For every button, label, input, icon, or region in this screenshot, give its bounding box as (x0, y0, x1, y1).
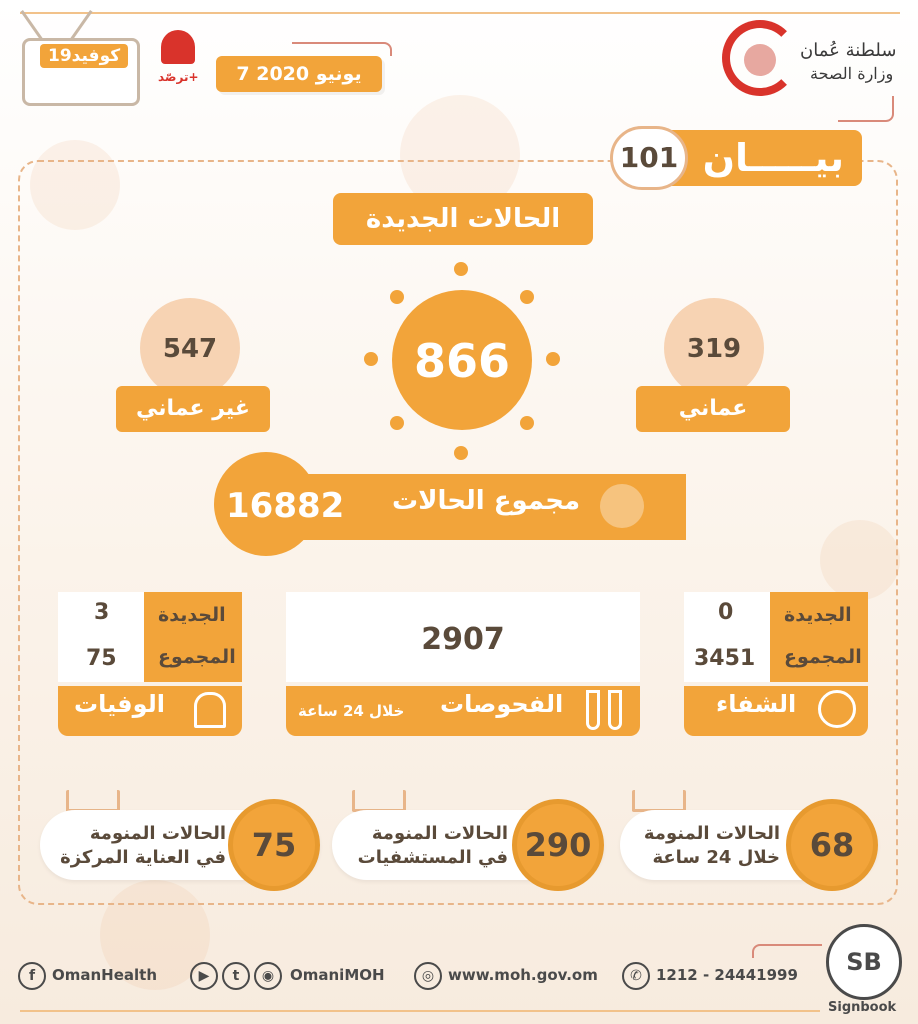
test-tube-icon (586, 690, 600, 730)
recovery-title: الشفاء (716, 690, 797, 718)
virus-spike (454, 446, 468, 460)
deaths-total-label: المجموع (158, 646, 236, 668)
bed-icon (352, 790, 406, 812)
web-icon: ◎ (414, 962, 442, 990)
footer-divider (20, 1010, 820, 1012)
non-omani-cases-value: 547 (162, 334, 218, 364)
phone-icon: ✆ (622, 962, 650, 990)
recovery-new-value: 0 (718, 600, 734, 625)
twitter-icon[interactable]: t (222, 962, 250, 990)
hospitalized-hospitals-line2: في المستشفيات (357, 847, 508, 868)
hospitalized-24h-line2: خلال 24 ساعة (652, 847, 780, 868)
date-badge: 7 يونيو 2020 (216, 56, 382, 92)
hospitalized-hospitals-value: 290 (512, 799, 604, 891)
facebook-icon[interactable]: f (18, 962, 46, 990)
hospitalized-hospitals-line1: الحالات المنومة (371, 823, 508, 844)
social-handle[interactable]: OmaniMOH (290, 966, 385, 984)
bell-icon (158, 30, 198, 100)
icu-bed-icon (66, 790, 120, 812)
decorative-hook (838, 96, 894, 122)
decorative-hook (292, 42, 392, 56)
deaths-new-value: 3 (94, 600, 110, 625)
bed-icon (632, 790, 686, 812)
hospitalized-icu-value: 75 (228, 799, 320, 891)
virus-spike (364, 352, 378, 366)
virus-spike (390, 290, 404, 304)
virus-spike (520, 290, 534, 304)
website-link[interactable]: www.moh.gov.om (448, 966, 598, 984)
virus-spike (546, 352, 560, 366)
deaths-total-value: 75 (86, 646, 117, 671)
patient-virus-icon (600, 484, 644, 528)
new-cases-total: 866 (413, 334, 511, 388)
test-tube-icon (608, 690, 622, 730)
virus-spike (454, 262, 468, 276)
youtube-icon[interactable]: ▶ (190, 962, 218, 990)
new-cases-title: الحالات الجديدة (333, 193, 593, 245)
hospitalized-24h-value: 68 (786, 799, 878, 891)
recovery-new-label: الجديدة (784, 604, 852, 626)
hospitalized-icu-line1: الحالات المنومة (89, 823, 226, 844)
signbook-logo: SB (826, 924, 902, 1000)
omani-label: عماني (636, 386, 790, 432)
phone-number[interactable]: 1212 - 24441999 (656, 966, 798, 984)
virus-spike (520, 416, 534, 430)
tests-value: 2907 (421, 622, 505, 657)
gravestone-icon (194, 692, 226, 728)
hospitalized-icu-line2: في العناية المركزة (60, 847, 226, 868)
deaths-title: الوفيات (74, 690, 165, 718)
instagram-icon[interactable]: ◉ (254, 962, 282, 990)
hospitalized-24h-line1: الحالات المنومة (643, 823, 780, 844)
recovery-total-label: المجموع (784, 646, 862, 668)
facebook-handle[interactable]: OmanHealth (52, 966, 158, 984)
surveillance-label: ترصّد+ (158, 70, 199, 84)
decorative-hook (752, 944, 822, 958)
non-omani-label: غير عماني (116, 386, 270, 432)
signbook-name: Signbook (828, 1000, 897, 1015)
deaths-new-label: الجديدة (158, 604, 226, 626)
oman-emblem-icon (744, 44, 776, 76)
total-cases-value: 16882 (226, 486, 345, 526)
statement-number: 101 (610, 126, 688, 190)
tests-subtitle: خلال 24 ساعة (298, 702, 405, 720)
virus-spike (390, 416, 404, 430)
statement-title: بيـــــان (640, 130, 862, 186)
logo-text-sultanate: سلطنة عُمان (800, 40, 897, 61)
total-cases-label: مجموع الحالات (392, 486, 581, 516)
tests-title: الفحوصات (440, 690, 564, 718)
recovered-person-icon (818, 690, 856, 728)
recovery-total-value: 3451 (694, 646, 756, 671)
logo-text-ministry: وزارة الصحة (810, 64, 894, 83)
covid-label: كوفيد19 (40, 44, 128, 68)
top-divider (20, 12, 900, 14)
omani-cases-value: 319 (686, 334, 742, 364)
